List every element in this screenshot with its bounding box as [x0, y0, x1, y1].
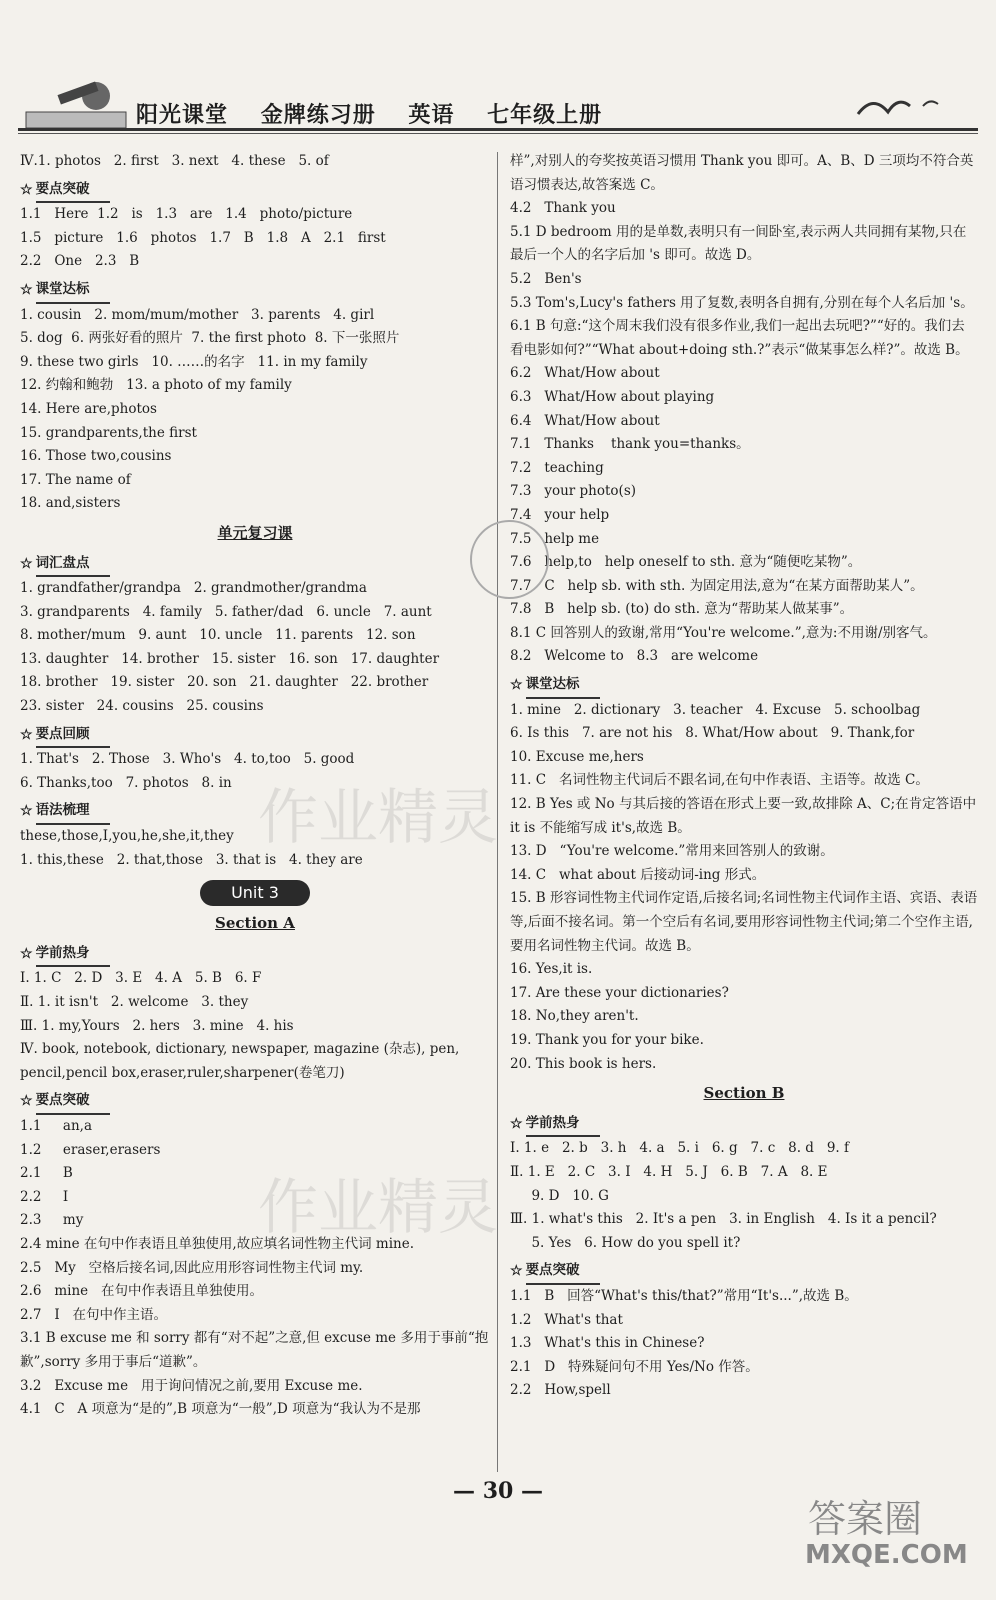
star-icon: ☆: [20, 945, 33, 962]
header-rule: [18, 128, 978, 131]
section-heading: [20, 723, 490, 749]
section-heading-label: 要点回顾: [36, 723, 110, 749]
answer-line: Ⅲ. 1. what's this 2. It's a pen 3. in English 4. Is it a pencil?: [510, 1211, 937, 1228]
answer-line: 17. The name of: [20, 471, 131, 488]
answer-line: 1.2 What's that: [510, 1311, 623, 1328]
answer-line: 7.4 your help: [510, 506, 610, 523]
answer-line: 19. Thank you for your bike.: [510, 1031, 704, 1048]
answer-line: 1. grandfather/grandpa 2. grandmother/grandma: [20, 580, 367, 597]
section-heading-label: 课堂达标: [36, 278, 110, 304]
answer-line: 13. D “You're welcome.”常用来回答别人的致谢。: [510, 843, 834, 860]
header-title: [136, 98, 626, 129]
answer-line: 8. mother/mum 9. aunt 10. uncle 11. parents 12. son: [20, 627, 416, 644]
header-grade: 七年级上册: [487, 102, 603, 128]
answer-line: 4.1 C A 项意为“是的”,B 项意为“一般”,D 项意为“我认为不是那: [20, 1401, 421, 1418]
answer-line: 2.6 mine 在句中作表语且单独使用。: [20, 1283, 264, 1300]
answer-line: 7.3 your photo(s): [510, 483, 637, 500]
answer-line: 5. dog 6. 两张好看的照片 7. the first photo 8. 下一张照片: [20, 330, 400, 347]
answer-line: 6.4 What/How about: [510, 412, 660, 429]
answer-line: 18. and,sisters: [20, 495, 121, 512]
section-title-text: 单元复习课: [217, 523, 293, 542]
answer-line: 1.1 Here 1.2 is 1.3 are 1.4 photo/picture: [20, 206, 353, 223]
answer-line: 17. Are these your dictionaries?: [510, 984, 729, 1001]
telescope-illustration: [18, 78, 138, 134]
section-title: [20, 522, 490, 546]
unit-badge: Unit 3: [200, 880, 310, 906]
answer-line: Ⅲ. 1. my,Yours 2. hers 3. mine 4. his: [20, 1017, 294, 1034]
star-icon: ☆: [20, 181, 33, 198]
section-heading: [510, 1112, 978, 1138]
answer-line: 1.1 an,a: [20, 1117, 93, 1134]
answer-line: Ⅱ. 1. it isn't 2. welcome 3. they: [20, 994, 249, 1010]
header-brand: 阳光课堂: [136, 102, 229, 128]
answer-line: 6. Thanks,too 7. photos 8. in: [20, 774, 232, 791]
answer-line: these,those,I,you,he,she,it,they: [20, 828, 234, 845]
answer-line: 4.2 Thank you: [510, 200, 616, 217]
star-icon: ☆: [510, 1115, 523, 1132]
section-heading: [20, 278, 490, 304]
star-icon: ☆: [510, 1263, 523, 1280]
answer-line: 5. Yes 6. How do you spell it?: [510, 1234, 741, 1251]
answer-line: 15. grandparents,the first: [20, 424, 197, 441]
answer-line: 15. B 形容词性物主代词作定语,后接名词;名词性物主代词作主语、宾语、表语等,后面不接名词。第一个空后有名词,要用形容词性物主代词;第二个空作主语,要用名词性物主代词。故选 B。: [510, 890, 978, 954]
answer-line: Ⅱ. 1. E 2. C 3. I 4. H 5. J 6. B 7. A 8. E: [510, 1163, 828, 1180]
section-heading-label: 学前热身: [526, 1112, 600, 1138]
watermark-2: 作业精灵: [258, 1173, 498, 1243]
answer-line: 14. Here are,photos: [20, 400, 157, 417]
answer-line: 5.3 Tom's,Lucy's fathers 用了复数,表明各自拥有,分别在每个人名后加 's。: [510, 294, 974, 311]
star-icon: ☆: [20, 726, 33, 743]
section-heading-label: 要点突破: [36, 178, 110, 204]
answer-line: Ⅰ. 1. e 2. b 3. h 4. a 5. i 6. g 7. c 8. d 9. f: [510, 1140, 849, 1157]
answer-line: 16. Yes,it is.: [510, 961, 593, 978]
answer-line: 2.2 How,spell: [510, 1382, 611, 1399]
answer-line: 5.1 D bedroom 用的是单数,表明只有一间卧室,表示两人共同拥有某物,只在最后一个人的名字后加 's 即可。故选 D。: [510, 223, 967, 264]
answer-line: 9. these two girls 10. ……的名字 11. in my family: [20, 353, 368, 370]
answer-line: 14. C what about 后接动词-ing 形式。: [510, 866, 766, 883]
answer-line: 2.5 My 空格后接名词,因此应用形容词性物主代词 my.: [20, 1259, 364, 1276]
answer-line: 6.1 B 句意:“这个周末我们没有很多作业,我们一起出去玩吧?”“好的。我们去看电影如何?”“What about+doing sth.?”表示“做某事怎么样?”。故选 B。: [510, 318, 969, 358]
answer-line: 13. daughter 14. brother 15. sister 16. son 17. daughter: [20, 650, 440, 667]
answer-line: Ⅳ.1. photos 2. first 3. next 4. these 5. of: [20, 153, 329, 169]
answer-line: 9. D 10. G: [510, 1187, 609, 1204]
section-heading: [20, 942, 490, 968]
star-icon: ☆: [20, 803, 33, 820]
header-subject: 英语: [408, 102, 455, 128]
header-series: 金牌练习册: [260, 102, 376, 128]
star-icon: ☆: [20, 555, 33, 572]
answer-line: 2.2 I: [20, 1188, 69, 1205]
answer-line: 12. B Yes 或 No 与其后接的答语在形式上要一致,故排除 A、C;在肯定答语中 it is 不能缩写成 it's,故选 B。: [510, 796, 977, 836]
answer-line: 6.3 What/How about playing: [510, 388, 715, 405]
answer-line: 2.2 One 2.3 B: [20, 253, 140, 270]
site-logo: 答案圈: [808, 1497, 923, 1541]
answer-line: 3.2 Excuse me 用于询问情况之前,要用 Excuse me.: [20, 1377, 363, 1394]
answer-line: 2.7 I 在句中作主语。: [20, 1306, 168, 1323]
answer-line: 7.6 help,to help oneself to sth. 意为“随便吃某物”。: [510, 554, 862, 571]
answer-line: 7.2 teaching: [510, 459, 604, 476]
answer-line: 6. Is this 7. are not his 8. What/How about 9. Thank,for: [510, 725, 915, 742]
answer-line: 1. cousin 2. mom/mum/mother 3. parents 4. girl: [20, 306, 375, 323]
answer-line: 5.2 Ben's: [510, 270, 582, 287]
answer-line: 18. brother 19. sister 20. son 21. daughter 22. brother: [20, 674, 429, 691]
answer-line: 样”,对别人的夸奖按英语习惯用 Thank you 即可。A、B、D 三项均不符合英语习惯表达,故答案选 C。: [510, 153, 974, 193]
answer-line: 1.3 What's this in Chinese?: [510, 1335, 705, 1352]
section-heading: [510, 673, 978, 699]
section-title: [510, 1082, 978, 1106]
site-logo-url: MXQE.COM: [805, 1540, 968, 1570]
answer-line: 2.4 mine 在句中作表语且单独使用,故应填名词性物主代词 mine.: [20, 1235, 415, 1252]
section-heading-label: 课堂达标: [526, 673, 600, 699]
section-heading: [510, 1259, 978, 1285]
section-heading-label: 词汇盘点: [36, 552, 110, 578]
answer-line: 2.1 B: [20, 1165, 73, 1182]
answer-line: 7.1 Thanks thank you=thanks。: [510, 436, 750, 453]
answer-line: 16. Those two,cousins: [20, 448, 172, 465]
section-heading: [20, 552, 490, 578]
answer-line: 18. No,they aren't.: [510, 1008, 639, 1025]
section-title-text: Section B: [703, 1084, 785, 1103]
answer-line: 7.7 C help sb. with sth. 为固定用法,意为“在某方面帮助某人”。: [510, 577, 924, 594]
answer-line: 1. That's 2. Those 3. Who's 4. to,too 5. good: [20, 751, 355, 768]
answer-line: 2.1 D 特殊疑问句不用 Yes/No 作答。: [510, 1358, 759, 1375]
answer-line: 23. sister 24. cousins 25. cousins: [20, 698, 264, 715]
library-stamp: [470, 520, 549, 599]
star-icon: ☆: [510, 677, 523, 694]
birds-illustration: [848, 84, 958, 124]
answer-line: 1. mine 2. dictionary 3. teacher 4. Excuse 5. schoolbag: [510, 701, 921, 718]
answer-line: 11. C 名词性物主代词后不跟名词,在句中作表语、主语等。故选 C。: [510, 772, 929, 789]
section-heading: [20, 1089, 490, 1115]
answer-line: 3.1 B excuse me 和 sorry 都有“对不起”之意,但 excuse me 多用于事前“抱歉”,sorry 多用于事后“道歉”。: [20, 1330, 489, 1370]
answer-line: 1.5 picture 1.6 photos 1.7 B 1.8 A 2.1 first: [20, 229, 386, 246]
section-heading-label: 要点突破: [526, 1259, 600, 1285]
answer-line: 1.1 B 回答“What's this/that?”常用“It's...”,故选 B。: [510, 1287, 858, 1304]
answer-line: 2.3 my: [20, 1212, 84, 1229]
section-heading-label: 语法梳理: [36, 799, 110, 825]
star-icon: ☆: [20, 1093, 33, 1110]
answer-line: 7.8 B help sb. (to) do sth. 意为“帮助某人做某事”。: [510, 601, 854, 618]
watermark-1: 作业精灵: [258, 783, 498, 853]
section-title: [20, 912, 490, 936]
answer-line: 1. this,these 2. that,those 3. that is 4. they are: [20, 851, 363, 868]
answer-line: 8.1 C 回答别人的致谢,常用“You're welcome.”,意为:不用谢/别客气。: [510, 624, 937, 641]
answer-line: 1.2 eraser,erasers: [20, 1141, 161, 1158]
answer-line: 7.5 help me: [510, 530, 600, 547]
answer-line: 12. 约翰和鲍勃 13. a photo of my family: [20, 377, 292, 394]
right-column: [510, 150, 978, 1403]
section-heading-label: 学前热身: [36, 942, 110, 968]
header-rule-thin: [18, 133, 978, 134]
section-title-text: Section A: [215, 914, 295, 933]
answer-line: 10. Excuse me,hers: [510, 748, 644, 765]
answer-line: Ⅰ. 1. C 2. D 3. E 4. A 5. B 6. F: [20, 970, 262, 987]
answer-line: 20. This book is hers.: [510, 1055, 657, 1072]
page-header: [18, 78, 978, 140]
answer-line: 6.2 What/How about: [510, 365, 660, 382]
answer-line: 3. grandparents 4. family 5. father/dad 6. uncle 7. aunt: [20, 603, 432, 620]
page-number: — 30 —: [453, 1478, 543, 1504]
section-heading-label: 要点突破: [36, 1089, 110, 1115]
answer-line: 8.2 Welcome to 8.3 are welcome: [510, 648, 759, 665]
star-icon: ☆: [20, 281, 33, 298]
answer-line: Ⅳ. book, notebook, dictionary, newspaper, magazine (杂志), pen, pencil,pencil box,eraser,ruler,sharpener(卷笔刀): [20, 1041, 460, 1081]
section-heading: [20, 178, 490, 204]
